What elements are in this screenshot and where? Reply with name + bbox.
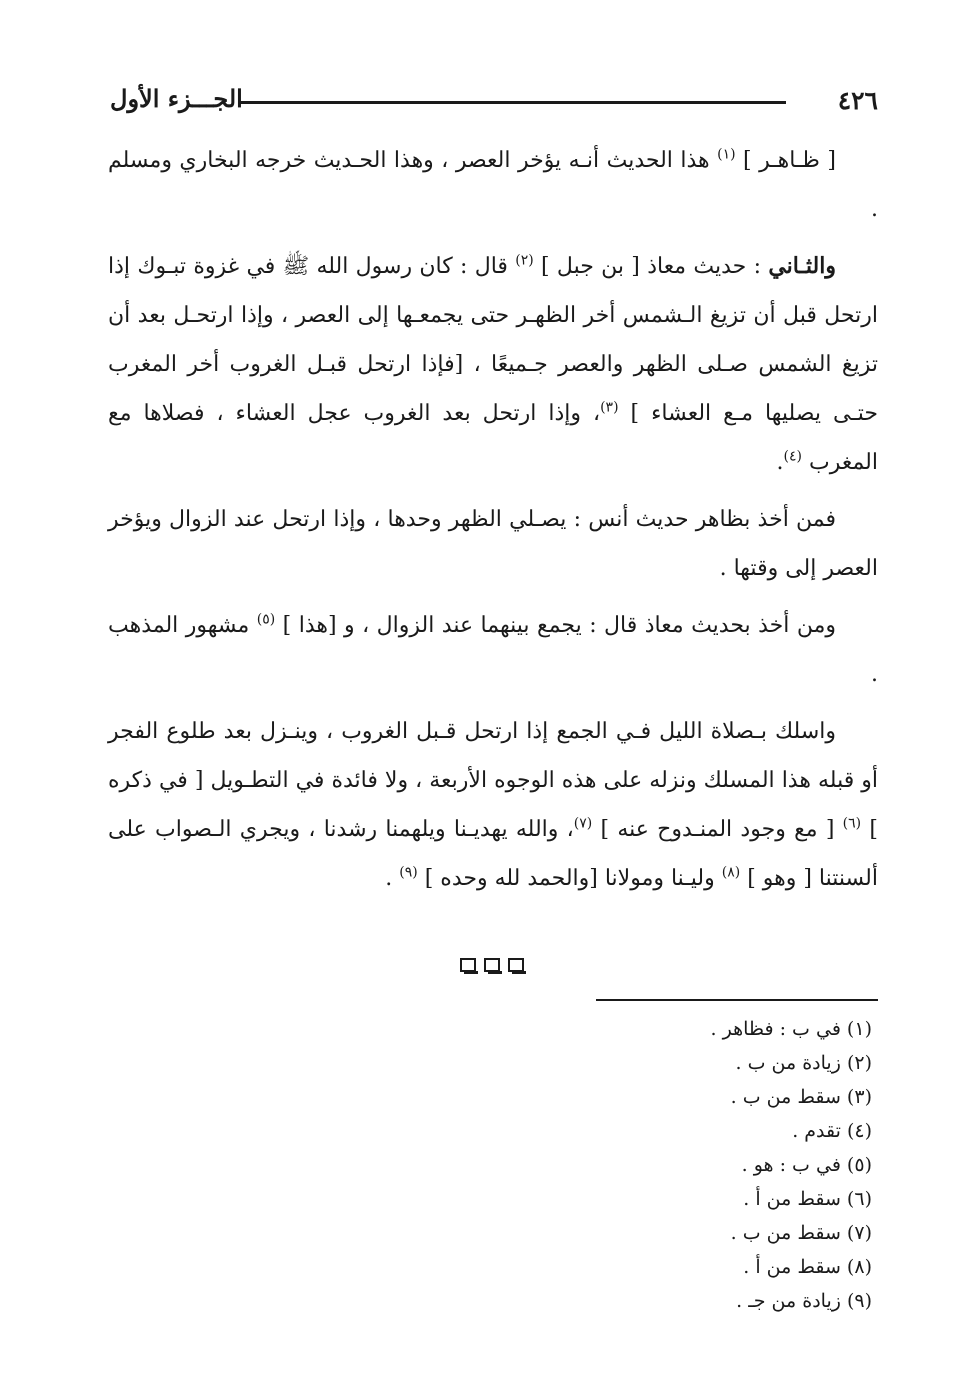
footnote: (٧) سقط من ب .	[730, 1222, 872, 1244]
ornament-square-icon	[460, 958, 476, 972]
section-divider-ornament	[460, 956, 530, 976]
footnote-ref: (٥)	[256, 611, 276, 628]
footnote: (٨) سقط من أ .	[743, 1256, 872, 1278]
text-run: [ مع وجود المنـدوح عنه ]	[592, 817, 843, 842]
paragraph	[108, 495, 878, 593]
footnote-ref: (٦)	[842, 815, 862, 832]
paragraph	[108, 707, 878, 903]
footnote: (٤) تقدم .	[792, 1120, 872, 1142]
text-run: ، والله يهديـنا ويلهمنا رشدنا ، ويجري الـصواب على ألسنتنا [ وهو ]	[108, 817, 878, 891]
footnote: (٦) سقط من أ .	[743, 1188, 872, 1210]
footnote: (٥) في ب : هو .	[741, 1154, 872, 1176]
footnotes	[711, 1012, 872, 1318]
page-number: ٤٢٦	[837, 86, 878, 115]
text-run: مشهور المذهب .	[108, 613, 878, 687]
footnote-ref: (١)	[717, 146, 736, 163]
text-run: واسلك بـصلاة الليل فـي الجمع إذا ارتحل قـبل الغروب ، وينـزل بعد طلوع الفجر أو قبله هذا المسلك ونزله على هذه الوجوه الأربعة ، ولا فائدة في التطـويل [ في ذكره ]	[108, 719, 878, 842]
bold-term: والثـاني	[768, 253, 836, 279]
running-title: الجـــزء الأول	[110, 84, 243, 113]
text-run: : حديث معاذ [ بن جبل ]	[533, 254, 769, 279]
text-run: .	[385, 866, 400, 891]
text-run: ومن أخذ بحديث معاذ قال : يجمع بينهما عند الزوال ، و [هذا ]	[275, 613, 836, 638]
text-run: وليـنا ومولانا [والحمد لله وحده ]	[417, 866, 722, 891]
footnote-ref: (٨)	[721, 864, 741, 881]
footnote: (٣) سقط من ب .	[730, 1086, 872, 1108]
header-rule	[238, 101, 786, 104]
text-run: .	[776, 450, 784, 475]
ornament-square-icon	[484, 958, 500, 972]
ornament-square-icon	[508, 958, 524, 972]
footnote-ref: (٧)	[573, 815, 593, 832]
footnote-ref: (٢)	[515, 252, 534, 269]
paragraph	[108, 601, 878, 699]
main-text	[108, 136, 878, 911]
page-header	[110, 82, 878, 122]
text-run: قال : كان رسول الله ﷺ في غزوة تبـوك إذا ارتحل قبل أن تزيغ الـشمس أخر الظهـر حتى يجمعـها إلى العصر ، وإذا ارتحـل بعد أن تزيغ الشمس صـلى الظهر والعصر جـميعًا ، [فإذا ارتحل قبـل الغروب أخر المغرب حتـى يصليها مـع العشاء ]	[108, 254, 878, 426]
text-run: فمن أخذ بظاهر حديث أنس : يصـلي الظهر وحدها ، وإذا ارتحل عند الزوال ويؤخر العصر إلى وقتها .	[108, 507, 878, 581]
footnote: (٩) زيادة من جـ .	[736, 1290, 872, 1312]
footnote: (١) في ب : فظاهر .	[710, 1018, 872, 1040]
footnote: (٢) زيادة من ب .	[735, 1052, 872, 1074]
footnote-ref: (٤)	[783, 448, 802, 465]
text-run: هذا الحديث أنـه يؤخر العصر ، وهذا الحـديث خرجه البخاري ومسلم .	[108, 148, 878, 222]
paragraph	[108, 136, 878, 234]
text-run: ، وإذا ارتحل بعد الغروب عجل العشاء ، فصلاها مع المغرب	[108, 401, 878, 475]
paragraph	[108, 242, 878, 487]
text-run: [ ظـاهـر ]	[735, 148, 837, 173]
footnote-ref: (٣)	[600, 399, 619, 416]
footnote-rule	[596, 999, 878, 1001]
footnote-ref: (٩)	[399, 864, 418, 881]
